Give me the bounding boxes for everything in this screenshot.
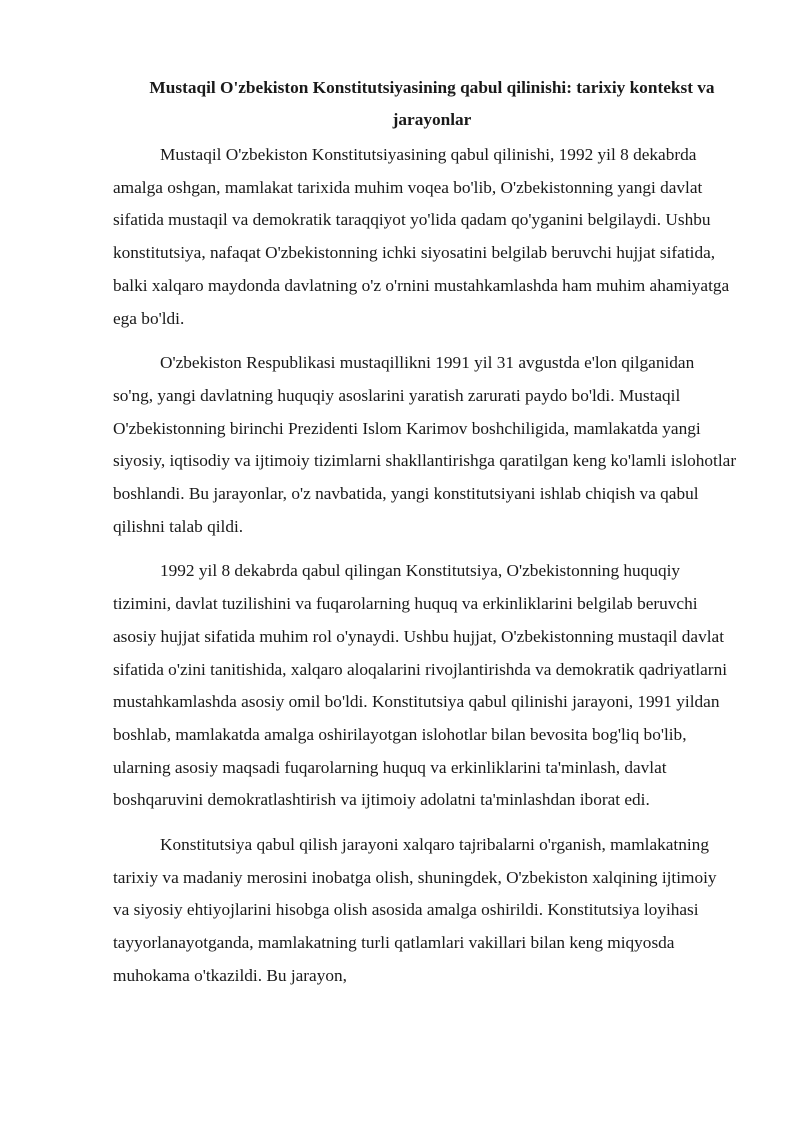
paragraph-3: 1992 yil 8 dekabrda qabul qilingan Konstitutsiya, O'zbekistonning huquqiy tizimini, davlat tuzilishini va fuqarolarning huquq va erkinliklarini belgilab beruvchi asosiy hujjat sifatida muhim rol o'ynaydi. Ushbu hujjat, O'zbekistonning mustaqil davlat sifatida o'zini tanitishida, xalqaro aloqalarini rivojlantirishda va demokratik qadriyatlarni mustahkamlashda asosiy omil bo'ldi. Konstitutsiya qabul qilinishi jarayoni, 1991 yildan boshlab, mamlakatda amalga oshirilayotgan islohotlar bilan bevosita bog'liq bo'lib, ularning asosiy maqsadi fuqarolarning huquq va erkinliklarini ta'minlash, davlat boshqaruvini demokratlashtirish va ijtimoiy adolatni ta'minlashdan iborat edi. <box>113 561 728 810</box>
paragraph-1: Mustaqil O'zbekiston Konstitutsiyasining qabul qilinishi, 1992 yil 8 dekabrda amalga oshgan, mamlakat tarixida muhim voqea bo'lib, O'zbekistonning yangi davlat sifatida mustaqil va demokratik taraqqiyot yo'lida qadam qo'yganini belgilaydi. Ushbu konstitutsiya, nafaqat O'zbekistonning ichki siyosatini belgilab beruvchi hujjat sifatida, balki xalqaro maydonda davlatning o'z o'rnini mustahkamlashda ham muhim ahamiyatga ega bo'ldi. <box>113 145 730 328</box>
paragraph-2: O'zbekiston Respublikasi mustaqillikni 1991 yil 31 avgustda e'lon qilganidan so'ng, yangi davlatning huquqiy asoslarini yaratish zarurati paydo bo'ldi. Mustaqil O'zbekistonning birinchi Prezidenti Islom Karimov boshchiligida, mamlakatda yangi siyosiy, iqtisodiy va ijtimoiy tizimlarni shakllantirishga qaratilgan keng ko'lamli islohotlar boshlandi. Bu jarayonlar, o'z navbatida, yangi konstitutsiyani ishlab chiqish va qabul qilishni talab qildi. <box>113 353 737 536</box>
document-title: Mustaqil O'zbekiston Konstitutsiyasining qabul qilinishi: tarixiy kontekst va jarayonlar <box>149 78 715 129</box>
document-body <box>113 72 737 1005</box>
paragraph-4: Konstitutsiya qabul qilish jarayoni xalqaro tajribalarni o'rganish, mamlakatning tarixiy va madaniy merosini inobatga olish, shuningdek, O'zbekiston xalqining ijtimoiy va siyosiy ehtiyojlarini hisobga olish asosida amalga oshirildi. Konstitutsiya loyihasi tayyorlanayotganda, mamlakatning turli qatlamlari vakillari bilan keng miqyosda muhokama o'tkazildi. Bu jarayon, <box>113 835 717 985</box>
